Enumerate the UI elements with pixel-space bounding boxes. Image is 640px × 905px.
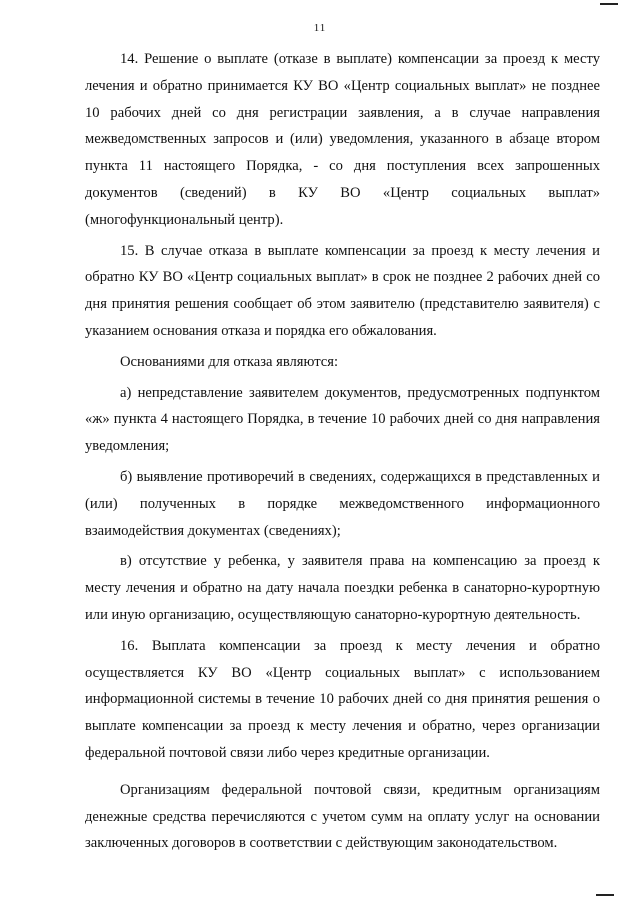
- refusal-grounds-heading: Основаниями для отказа являются:: [120, 353, 339, 370]
- refusal-ground-a: а) непредставление заявителем документов, предусмотренных подпунктом «ж» пункта 4 настоящего Порядка, в течение 10 рабочих дней со дня направления уведомления;: [85, 384, 600, 455]
- refusal-ground-b: б) выявление противоречий в сведениях, содержащихся в представленных и (или) полученных в порядке межведомственного информационного взаимодействия документах (сведениях);: [85, 468, 600, 539]
- document-body: [85, 46, 600, 857]
- paragraph-15: 15. В случае отказа в выплате компенсации за проезд к месту лечения и обратно КУ ВО «Центр социальных выплат» в срок не позднее 2 рабочих дней со дня принятия решения сообщает об этом заявителю (представителю заявителя) с указанием основания отказа и порядка его обжалования.: [85, 242, 600, 339]
- corner-mark-top: [600, 3, 618, 5]
- refusal-ground-v: в) отсутствие у ребенка, у заявителя права на компенсацию за проезд к месту лечения и обратно на дату начала поездки ребенка в санаторно-курортную или иную организацию, осуществляющую санаторно-курортную деятельность.: [85, 553, 600, 623]
- page-number: 11: [313, 22, 327, 34]
- corner-mark-bottom: [596, 894, 614, 896]
- paragraph-14: 14. Решение о выплате (отказе в выплате) компенсации за проезд к месту лечения и обратно принимается КУ ВО «Центр социальных выплат» не позднее 10 рабочих дней со дня регистрации заявления, а в случае направления межведомственных запросов и (или) уведомления, указанного в абзаце втором пункта 11 настоящего Порядка, - со дня поступления всех запрошенных документов (сведений) в КУ ВО «Центр социальных выплат» (многофункциональный центр).: [85, 51, 600, 228]
- paragraph-16-continuation: Организациям федеральной почтовой связи, кредитным организациям денежные средства перечисляются с учетом сумм на оплату услуг на основании заключенных договоров в соответствии с действующим законодательством.: [85, 781, 600, 852]
- paragraph-16: 16. Выплата компенсации за проезд к месту лечения и обратно осуществляется КУ ВО «Центр социальных выплат» с использованием информационной системы в течение 10 рабочих дней со дня принятия решения о выплате компенсации за проезд к месту лечения и обратно, через организации федеральной почтовой связи либо через кредитные организации.: [85, 637, 600, 761]
